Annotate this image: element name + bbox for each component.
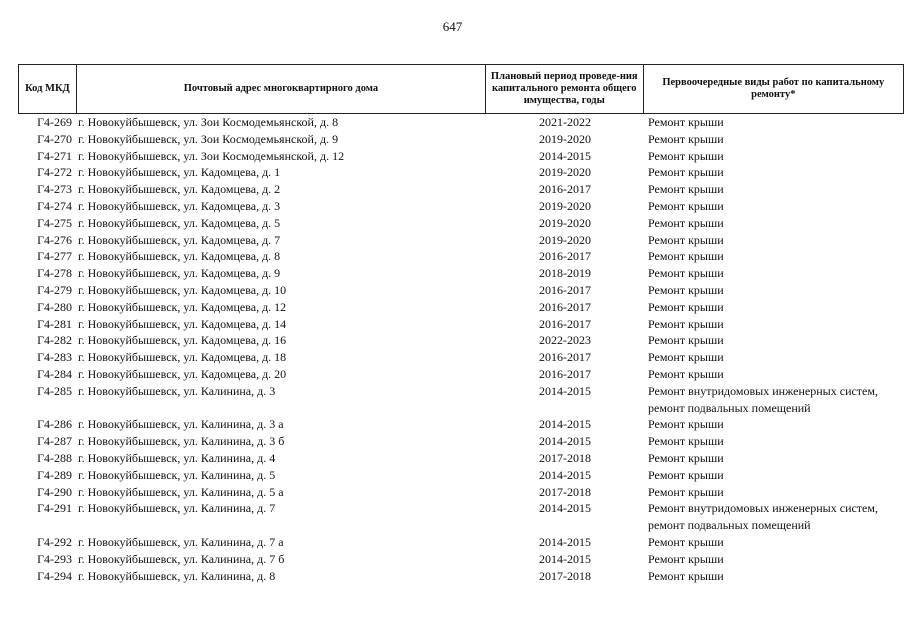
cell-works: Ремонт крыши — [648, 417, 724, 432]
table-row — [18, 164, 904, 181]
table-row — [18, 299, 904, 316]
cell-period: 2019-2020 — [539, 198, 591, 213]
cell-address: г. Новокуйбышевск, ул. Калинина, д. 8 — [78, 568, 276, 583]
cell-address: г. Новокуйбышевск, ул. Калинина, д. 3 а — [78, 417, 284, 432]
cell-period: 2016-2017 — [539, 366, 591, 381]
cell-code: Г4-282 — [37, 333, 72, 348]
cell-works: Ремонт крыши — [648, 568, 724, 583]
cell-code: Г4-274 — [37, 198, 72, 213]
table-row — [18, 568, 904, 585]
capital-repair-table — [18, 64, 904, 584]
cell-address: г. Новокуйбышевск, ул. Калинина, д. 7 б — [78, 551, 285, 566]
cell-works: Ремонт крыши — [648, 165, 724, 180]
table-row — [18, 248, 904, 265]
table-row — [18, 114, 904, 131]
cell-period: 2016-2017 — [539, 316, 591, 331]
cell-works: Ремонт крыши — [648, 266, 724, 281]
table-row — [18, 467, 904, 484]
cell-address: г. Новокуйбышевск, ул. Калинина, д. 3 б — [78, 434, 285, 449]
cell-works: Ремонт крыши — [648, 316, 724, 331]
cell-works: Ремонт крыши — [648, 450, 724, 465]
cell-code: Г4-290 — [37, 484, 72, 499]
cell-code: Г4-294 — [37, 568, 72, 583]
cell-works: Ремонт крыши — [648, 249, 724, 264]
cell-address: г. Новокуйбышевск, ул. Калинина, д. 5 а — [78, 484, 284, 499]
table-row — [18, 349, 904, 366]
cell-address: г. Новокуйбышевск, ул. Калинина, д. 4 — [78, 450, 276, 465]
cell-address: г. Новокуйбышевск, ул. Калинина, д. 7 а — [78, 534, 284, 549]
cell-code: Г4-277 — [37, 249, 72, 264]
cell-works: Ремонт крыши — [648, 115, 724, 129]
cell-address: г. Новокуйбышевск, ул. Кадомцева, д. 12 — [78, 299, 287, 314]
cell-period: 2019-2020 — [539, 215, 591, 230]
cell-address: г. Новокуйбышевск, ул. Кадомцева, д. 10 — [78, 282, 287, 297]
cell-code: Г4-292 — [37, 534, 72, 549]
table-row — [18, 534, 904, 551]
cell-works: Ремонт крыши — [648, 467, 724, 482]
table-row — [18, 148, 904, 165]
cell-period: 2014-2015 — [539, 551, 591, 566]
cell-works: Ремонт крыши — [648, 232, 724, 247]
cell-address: г. Новокуйбышевск, ул. Кадомцева, д. 2 — [78, 182, 281, 197]
cell-period: 2016-2017 — [539, 182, 591, 197]
cell-address: г. Новокуйбышевск, ул. Кадомцева, д. 8 — [78, 249, 281, 264]
cell-works: Ремонт крыши — [648, 299, 724, 314]
cell-code: Г4-275 — [37, 215, 72, 230]
cell-period: 2022-2023 — [539, 333, 591, 348]
cell-period: 2021-2022 — [539, 115, 591, 129]
cell-period: 2014-2015 — [539, 434, 591, 449]
cell-works: Ремонт крыши — [648, 182, 724, 197]
cell-code: Г4-273 — [37, 182, 72, 197]
table-row — [18, 383, 904, 417]
table-body — [18, 114, 904, 584]
table-row — [18, 282, 904, 299]
cell-period: 2016-2017 — [539, 350, 591, 365]
cell-address: г. Новокуйбышевск, ул. Калинина, д. 3 — [78, 383, 276, 398]
cell-period: 2014-2015 — [539, 417, 591, 432]
cell-code: Г4-289 — [37, 467, 72, 482]
cell-address: г. Новокуйбышевск, ул. Кадомцева, д. 3 — [78, 198, 281, 213]
cell-address: г. Новокуйбышевск, ул. Зои Космодемьянской, д. 8 — [78, 115, 339, 129]
cell-code: Г4-269 — [37, 115, 72, 129]
cell-period: 2019-2020 — [539, 165, 591, 180]
cell-period: 2017-2018 — [539, 484, 591, 499]
cell-address: г. Новокуйбышевск, ул. Калинина, д. 7 — [78, 501, 276, 516]
table-row — [18, 265, 904, 282]
header-code: Код МКД — [19, 65, 77, 113]
cell-works: Ремонт крыши — [648, 148, 724, 163]
cell-address: г. Новокуйбышевск, ул. Кадомцева, д. 14 — [78, 316, 287, 331]
cell-address: г. Новокуйбышевск, ул. Кадомцева, д. 18 — [78, 350, 287, 365]
cell-address: г. Новокуйбышевск, ул. Зои Космодемьянской, д. 12 — [78, 148, 345, 163]
cell-works: Ремонт крыши — [648, 366, 724, 381]
table-row — [18, 232, 904, 249]
table-row — [18, 551, 904, 568]
cell-works: Ремонт крыши — [648, 484, 724, 499]
cell-address: г. Новокуйбышевск, ул. Кадомцева, д. 1 — [78, 165, 281, 180]
header-works: Первоочередные виды работ по капитальному ремонту* — [662, 77, 885, 100]
table-row — [18, 332, 904, 349]
cell-code: Г4-271 — [37, 148, 72, 163]
table-row — [18, 500, 904, 534]
table-row — [18, 198, 904, 215]
table-row — [18, 484, 904, 501]
cell-period: 2014-2015 — [539, 501, 591, 516]
cell-works: Ремонт крыши — [648, 333, 724, 348]
header-period: Плановый период проведе-ния капитального ремонта общего имущества, годы — [486, 65, 644, 113]
cell-code: Г4-285 — [37, 383, 72, 398]
cell-address: г. Новокуйбышевск, ул. Кадомцева, д. 9 — [78, 266, 281, 281]
cell-period: 2017-2018 — [539, 450, 591, 465]
table-row — [18, 215, 904, 232]
table-row — [18, 131, 904, 148]
table-row — [18, 416, 904, 433]
cell-code: Г4-283 — [37, 350, 72, 365]
cell-works: Ремонт крыши — [648, 131, 724, 146]
cell-code: Г4-278 — [37, 266, 72, 281]
cell-works: Ремонт крыши — [648, 350, 724, 365]
cell-address: г. Новокуйбышевск, ул. Калинина, д. 5 — [78, 467, 276, 482]
table-header — [18, 64, 904, 114]
cell-code: Г4-293 — [37, 551, 72, 566]
cell-works: Ремонт крыши — [648, 434, 724, 449]
cell-works: Ремонт внутридомовых инженерных систем, ремонт подвальных помещений — [648, 383, 878, 415]
cell-code: Г4-270 — [37, 131, 72, 146]
cell-code: Г4-287 — [37, 434, 72, 449]
cell-address: г. Новокуйбышевск, ул. Кадомцева, д. 20 — [78, 366, 287, 381]
cell-period: 2014-2015 — [539, 383, 591, 398]
page-number: 647 — [442, 19, 463, 34]
cell-code: Г4-276 — [37, 232, 72, 247]
cell-period: 2019-2020 — [539, 232, 591, 247]
cell-code: Г4-280 — [37, 299, 72, 314]
table-row — [18, 366, 904, 383]
table-row — [18, 433, 904, 450]
cell-code: Г4-284 — [37, 366, 72, 381]
table-row — [18, 181, 904, 198]
cell-period: 2017-2018 — [539, 568, 591, 583]
cell-code: Г4-291 — [37, 501, 72, 516]
table-row — [18, 316, 904, 333]
cell-works: Ремонт крыши — [648, 551, 724, 566]
cell-period: 2014-2015 — [539, 534, 591, 549]
cell-works: Ремонт крыши — [648, 215, 724, 230]
cell-period: 2016-2017 — [539, 299, 591, 314]
cell-code: Г4-272 — [37, 165, 72, 180]
cell-code: Г4-279 — [37, 282, 72, 297]
cell-period: 2014-2015 — [539, 467, 591, 482]
cell-period: 2016-2017 — [539, 249, 591, 264]
header-address: Почтовый адрес многоквартирного дома — [77, 65, 486, 113]
cell-period: 2014-2015 — [539, 148, 591, 163]
cell-code: Г4-281 — [37, 316, 72, 331]
cell-code: Г4-286 — [37, 417, 72, 432]
cell-works: Ремонт крыши — [648, 282, 724, 297]
cell-address: г. Новокуйбышевск, ул. Зои Космодемьянской, д. 9 — [78, 131, 339, 146]
cell-period: 2019-2020 — [539, 131, 591, 146]
cell-works: Ремонт крыши — [648, 198, 724, 213]
cell-period: 2016-2017 — [539, 282, 591, 297]
cell-works: Ремонт крыши — [648, 534, 724, 549]
cell-address: г. Новокуйбышевск, ул. Кадомцева, д. 16 — [78, 333, 287, 348]
cell-address: г. Новокуйбышевск, ул. Кадомцева, д. 5 — [78, 215, 281, 230]
cell-code: Г4-288 — [37, 450, 72, 465]
table-row — [18, 450, 904, 467]
cell-period: 2018-2019 — [539, 266, 591, 281]
cell-works: Ремонт внутридомовых инженерных систем, ремонт подвальных помещений — [648, 501, 878, 533]
cell-address: г. Новокуйбышевск, ул. Кадомцева, д. 7 — [78, 232, 281, 247]
